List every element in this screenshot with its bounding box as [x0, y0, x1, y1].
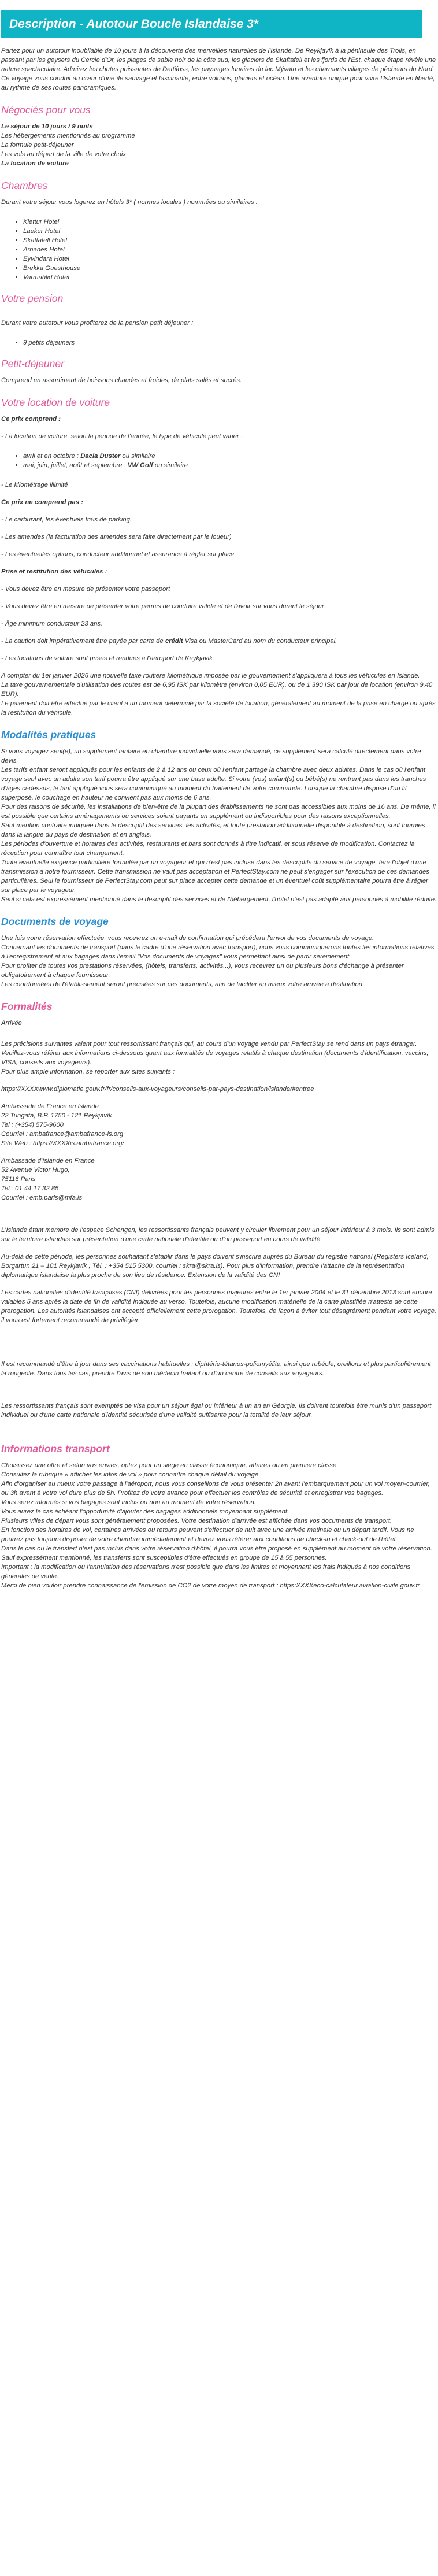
- hotel-item: • Eyvindara Hotel: [23, 254, 437, 264]
- voiture-amendes: - Les amendes (la facturation des amendes sera faite directement par le loueur): [1, 534, 232, 541]
- voiture-permis: - Vous devez être en mesure de présenter votre permis de conduire valide et de l'avoir sur vous durant le séjour: [1, 603, 324, 610]
- voiture-periodes: [1, 451, 437, 470]
- voiture-location-intro: - La location de voiture, selon la période de l'année, le type de véhicule peut varier :: [1, 433, 243, 440]
- hotel-item: • Laekur Hotel: [23, 227, 437, 236]
- transport-text: Choisissez une offre et selon vos envies, optez pour un siège en classe économique, affaires ou en première classe. Consultez la rubrique « afficher les infos de vol » pour connaître chaque détail du voyage. Afin d'organiser au mieux votre passage à l'aéroport, nous vous conseillons de vous présenter 2h avant l'embarquement pour un vol moyen-courrier, ou 3h avant à votre vol dure plus de 5h. Profitez de votre avance pour effectuer les contrôles de sécurité et enregistrer vos bagages. Vous serez informés si vos bagages sont inclus ou non au moment de votre réservation. Vous aurez le cas échéant l'opportunité d'ajouter des bagages additionnels moyennant supplément. Plusieurs villes de départ vous sont généralement proposées. Votre destination d'arrivée est affichée dans vos documents de transport. En fonction des horaires de vol, certaines arrivées ou retours peuvent s'effectuer de nuit avec une arrivée matinale ou un départ tardif. Vous ne pourrez pas toujours disposer de votre chambre immédiatement et devrez vous référer aux conditions de check-in et check-out de l'hôtel. Dans le cas où le transfert n'est pas inclus dans votre réservation d'hôtel, il pourra vous être proposé en supplément au moment de votre réservation. Sauf expressément mentionné, les transferts sont susceptibles d'être effectués en groupe de 15 à 55 personnes. Important : la modification ou l'annulation des réservations n'est possible que dans les limites et moyennant les frais indiqués à nos conditions générales de vente. Merci de bien vouloir prendre connaissance de l'émission de CO2 de votre moyen de transport : https:XXXXeco-calculateur.aviation-civile.gouv.fr: [1, 1462, 432, 1589]
- periode-item: • avril et en octobre : Dacia Duster ou similaire: [23, 451, 437, 461]
- formalites-p4: Les cartes nationales d'identité françaises (CNI) délivrées pour les personnes majeures entre le 1er janvier 2004 et le 31 décembre 2013 sont encore valables 5 ans après la date de fin de validité indiquée au verso. Toutefois, aucune modification matérielle de la carte plastifiée n'atteste de cette prorogation. Les autorités islandaises ont accepté officiellement cette prorogation. Toutefois, de façon à éviter tout désagrément pendant votre voyage, il vous est fortement recommandé de privilégier: [1, 1289, 437, 1324]
- petitdej-heading: Petit-déjeuner: [1, 358, 64, 369]
- negocies-duration: Le séjour de 10 jours / 9 nuits: [1, 123, 93, 130]
- voiture-restitution: - Les locations de voiture sont prises et rendues à l'aéroport de Keykjavik: [1, 655, 213, 662]
- chambres-intro: Durant votre séjour vous logerez en hôtels 3* ( normes locales ) nommées ou similaires :: [1, 199, 258, 206]
- pension-item: • 9 petits déjeuners: [23, 338, 437, 347]
- voiture-ne-comprend: Ce prix ne comprend pas :: [1, 499, 83, 506]
- formalites-url[interactable]: https://XXXXwww.diplomatie.gouv.fr/fr/conseils-aux-voyageurs/conseils-par-pays-destination/islande/#entree: [1, 1086, 314, 1093]
- voiture-caution: - La caution doit impérativement être payée par carte de crédit Visa ou MasterCard au nom du conducteur principal.: [1, 638, 337, 645]
- voiture-carburant: - Le carburant, les éventuels frais de parking.: [1, 516, 132, 523]
- page-title: Description - Autotour Boucle Islandaise 3*: [1, 10, 422, 38]
- voiture-prise-heading: Prise et restitution des véhicules :: [1, 568, 107, 575]
- hotel-item: • Varmahlid Hotel: [23, 273, 437, 282]
- formalites-arrivee: Arrivée: [1, 1020, 22, 1027]
- pension-heading: Votre pension: [1, 293, 64, 304]
- hotel-item: • Klettur Hotel: [23, 217, 437, 227]
- modalites-text: Si vous voyagez seul(e), un supplément tarifaire en chambre individuelle vous sera demandé, ce supplément sera calculé directement dans votre devis. Les tarifs enfant seront appliqués pour les enfants de 2 à 12 ans ou ceux où l'enfant partage la chambre avec deux adultes. Dans le cas où l'enfant voyage seul avec un adulte son tarif pourra être appliqué sur une base adulte. Si votre (vos) enfant(s) ou bébé(s) ne rentrent pas dans les tranches d'âges ci-dessus, le tarif appliqué vous sera communiqué au moment du traitement de votre commande. Lorsque la chambre dispose d'un lit superposé, le couchage en hauteur ne convient pas aux moins de 6 ans. Pour des raisons de sécurité, les installations de bien-être de la plupart des établissements ne sont pas accessibles aux moins de 16 ans. De même, il est possible que certains aménagements ou services soient payants en supplément ou indisponibles pour des raisons exceptionnelles. Sauf mention contraire indiquée dans le descriptif des services, les activités, et toute prestation additionnelle disponible à destination, sont fournies dans la langue du pays de destination et en anglais. Les périodes d'ouverture et horaires des activités, restaurants et bars sont donnés à titre indicatif, et sous réserve de modification. Contactez la réception pour connaître tout changement. Toute éventuelle exigence particulière formulée par un voyageur et qui n'est pas incluse dans les descriptifs du service de voyage, fera l'objet d'une transmission à notre fournisseur. Cette transmission ne vaut pas acceptation et PerfectStay.com ne peut s'engager sur l'exécution de ces demandes particulières. Seul le fournisseur de PerfectStay.com peut sur place accepter cette demande et un éventuel coût supplémentaire pourra être à régler sur place par le voyageur. Seul si cela est expressément mentionné dans le descriptif des services et de l'hébergement, l'hôtel n'est pas adapté aux personnes à mobilité réduite.: [1, 748, 437, 903]
- voiture-taxe: A compter du 1er janvier 2026 une nouvelle taxe routière kilométrique imposée par le gouvernement s'appliquera à tous les véhicules en Islande. La taxe gouvernementale d'utilisation des routes est de 6,95 ISK par kilomètre (environ 0,05 EUR), ou de 1 390 ISK par jour de location (environ 9,40 EUR). Le paiement doit être effectué par le client à un moment déterminé par la société de location, généralement au moment de la prise en charge ou après la restitution du véhicule.: [1, 672, 436, 716]
- formalites-p2: L'Islande étant membre de l'espace Schengen, les ressortissants français peuvent y circuler librement pour un séjour inférieur à 3 mois. Ils sont admis sur le territoire islandais sur présentation d'une carte nationale d'identité ou d'un passeport en cours de validité.: [1, 1227, 435, 1243]
- negocies-location: La location de voiture: [1, 160, 69, 167]
- formalites-p1: Les précisions suivantes valent pour tout ressortissant français qui, au cours d'un voyage vendu par PerfectStay se rend dans un pays étranger. Veuillez-vous référer aux informations ci-dessous quant aux formalités de voyages relatifs à chaque destination (documents d'identification, vaccins, VISA, conseils aux voyageurs). Pour plus ample information, se reporter aux sites suivants :: [1, 1041, 429, 1075]
- periode-item: • mai, juin, juillet, août et septembre : VW Golf ou similaire: [23, 461, 437, 470]
- formalites-p6: Les ressortissants français sont exemptés de visa pour un séjour égal ou inférieur à un an en Géorgie. Ils doivent toutefois être munis d'un passeport individuel ou d'une carte nationale d'identité sécurisée d'une validité suffisante pour la totalité de leur séjour.: [1, 1402, 432, 1419]
- voiture-age: - Âge minimum conducteur 23 ans.: [1, 620, 103, 627]
- negocies-hebergements: Les hébergements mentionnés au programme: [1, 132, 135, 139]
- transport-heading: Informations transport: [1, 1443, 110, 1454]
- hotel-item: • Brekka Guesthouse: [23, 264, 437, 273]
- pension-list: [1, 338, 437, 347]
- negocies-vols: Les vols au départ de la ville de votre choix: [1, 151, 127, 158]
- formalites-p5: Il est recommandé d'être à jour dans ses vaccinations habituelles : diphtérie-tétanos-poliomyélite, ainsi que rubéole, oreillons et plus particulièrement la rougeole. Dans tous les cas, prendre l'avis de son médecin traitant ou d'un centre de conseils aux voyageurs.: [1, 1361, 431, 1377]
- voiture-passeport: - Vous devez être en mesure de présenter votre passeport: [1, 586, 170, 593]
- ambassade-islande: Ambassade de France en Islande 22 Tungata, B.P. 1750 - 121 Reykjavík Tel : (+354) 575-9600 Courriel : ambafrance@ambafrance-is.org Site Web : https://XXXXis.ambafrance.org/: [1, 1103, 124, 1147]
- negocies-formule: La formule petit-déjeuner: [1, 142, 74, 149]
- intro-text: Partez pour un autotour inoubliable de 10 jours à la découverte des merveilles naturelles de l'Islande. De Reykjavik à la péninsule des Trolls, en passant par les geysers du Cercle d'Or, les plages de sable noir de la côte sud, les glaciers de Skaftafell et les fjords de l'Est, chaque étape révèle une nature spectaculaire. Admirez les chutes puissantes de Dettifoss, les paysages lunaires du lac Mývatn et les charmants villages de pêcheurs du Nord. Ce voyage vous conduit au cœur d'une île sauvage et fascinante, entre volcans, glaciers et océan. Une aventure unique pour vivre l'Islande en liberté, au rythme de ses routes panoramiques.: [1, 47, 436, 91]
- formalites-heading: Formalités: [1, 1001, 53, 1012]
- chambres-heading: Chambres: [1, 180, 48, 191]
- hotel-item: • Arnanes Hotel: [23, 245, 437, 254]
- documents-heading: Documents de voyage: [1, 916, 109, 927]
- documents-text: Une fois votre réservation effectuée, vous recevrez un e-mail de confirmation qui précédera l'envoi de vos documents de voyage. Concernant les documents de transport (dans le cadre d'une réservation avec transport), nous vous communiquerons toutes les informations relatives à l'enregistrement et aux bagages dans l'email "Vos documents de voyages" vous permettant ainsi de partir sereinement. Pour profiter de toutes vos prestations réservées, (hôtels, transferts, activités...), vous recevrez un ou plusieurs bons d'échange à présenter obligatoirement à chaque fournisseur. Les coordonnées de l'établissement seront précisées sur ces documents, afin de faciliter au mieux votre arrivée à destination.: [1, 935, 435, 988]
- page: [0, 10, 438, 1590]
- petitdej-text: Comprend un assortiment de boissons chaudes et froides, de plats salés et sucrés.: [1, 377, 242, 384]
- hotel-item: • Skaftafell Hotel: [23, 236, 437, 245]
- voiture-kilometrage: - Le kilométrage illimité: [1, 482, 68, 488]
- voiture-prix-heading: Ce prix comprend :: [1, 416, 61, 423]
- pension-intro: Durant votre autotour vous profiterez de la pension petit déjeuner :: [1, 320, 194, 327]
- hotel-list: [1, 217, 437, 282]
- modalites-heading: Modalités pratiques: [1, 729, 96, 741]
- voiture-heading: Votre location de voiture: [1, 397, 110, 408]
- negocies-heading: Négociés pour vous: [1, 104, 91, 116]
- voiture-options: - Les éventuelles options, conducteur additionnel et assurance à régler sur place: [1, 551, 235, 558]
- formalites-p3: Au-delà de cette période, les personnes souhaitant s'établir dans le pays doivent s'inscrire auprès du Bureau du registre national (Registers Iceland, Borgartun 21 – 101 Reykjavik ; Tél. : +354 515 5300, courriel : skra@skra.is). Pour plus d'information, prendre l'attache de la représentation diplomatique islandaise la plus proche de son lieu de résidence. Extension de la validité des CNI: [1, 1253, 429, 1279]
- ambassade-france: Ambassade d'Islande en France 52 Avenue Victor Hugo, 75116 Paris Tel : 01 44 17 32 85 Courriel : emb.paris@mfa.is: [1, 1157, 95, 1201]
